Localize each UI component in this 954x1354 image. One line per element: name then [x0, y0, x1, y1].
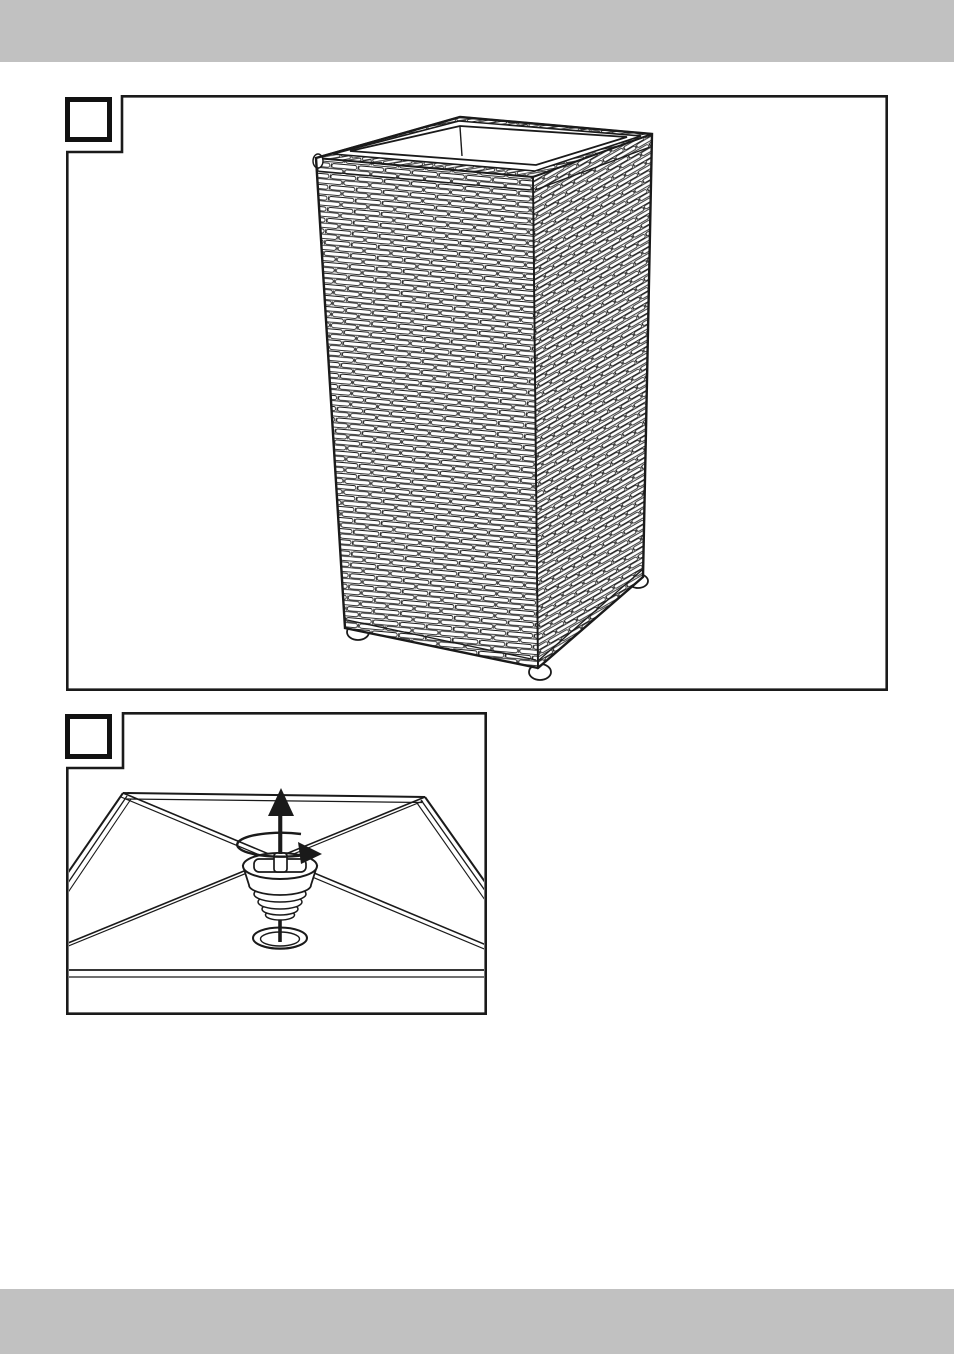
planter-left-face — [316, 158, 538, 668]
step-2-badge — [65, 714, 112, 759]
figure-step-1 — [66, 95, 888, 691]
planter-drawing — [313, 117, 652, 680]
wicker-planter-illustration — [66, 95, 888, 691]
drain-plug-illustration — [66, 712, 487, 1015]
lift-arrow-head — [268, 788, 294, 816]
top-gray-bar — [0, 0, 954, 62]
step-1-badge — [65, 97, 112, 142]
drain-plug — [243, 853, 317, 920]
planter-base-drawing — [66, 788, 487, 977]
figure-step-2 — [66, 712, 487, 1015]
bottom-gray-bar — [0, 1289, 954, 1354]
